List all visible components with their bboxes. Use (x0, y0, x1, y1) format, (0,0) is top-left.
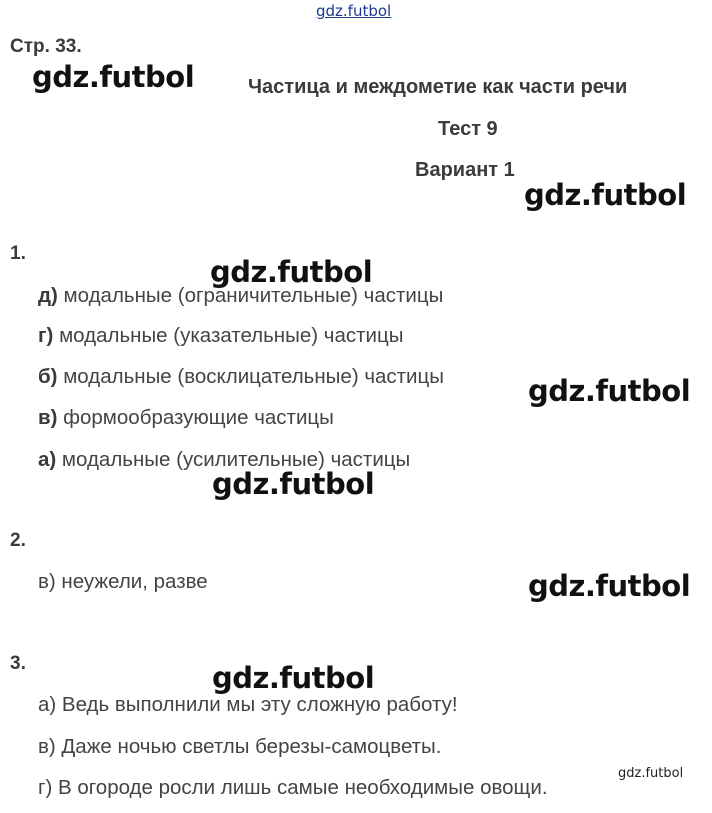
watermark: gdz.futbol (524, 178, 687, 212)
answer-item: в) Даже ночью светлы березы-самоцветы. (38, 735, 442, 758)
document-title: Частица и междометие как части речи (248, 76, 628, 98)
page-reference: Стр. 33. (10, 36, 82, 57)
watermark-small: gdz.futbol (618, 766, 684, 781)
answer-item: а) Ведь выполнили мы эту сложную работу! (38, 693, 458, 716)
answer-item: б) модальные (восклицательные) частицы (38, 365, 444, 388)
watermark: gdz.futbol (212, 467, 375, 501)
watermark: gdz.futbol (212, 661, 375, 695)
watermark: gdz.futbol (210, 255, 373, 289)
test-heading: Тест 9 (438, 118, 498, 140)
answer-item: д) модальные (ограничительные) частицы (38, 284, 444, 307)
answer-item: г) В огороде росли лишь самые необходимые овощи. (38, 776, 548, 799)
question-number: 1. (10, 243, 26, 264)
answer-item: в) неужели, разве (38, 570, 208, 593)
answer-item: в) формообразующие частицы (38, 406, 334, 429)
question-number: 3. (10, 653, 26, 674)
answer-item: г) модальные (указательные) частицы (38, 324, 404, 347)
answer-item: а) модальные (усилительные) частицы (38, 448, 411, 471)
question-number: 2. (10, 530, 26, 551)
variant-heading: Вариант 1 (415, 159, 515, 181)
watermark: gdz.futbol (528, 569, 691, 603)
watermark: gdz.futbol (32, 60, 195, 94)
watermark: gdz.futbol (528, 374, 691, 408)
watermark-top: gdz.futbol (316, 2, 392, 20)
